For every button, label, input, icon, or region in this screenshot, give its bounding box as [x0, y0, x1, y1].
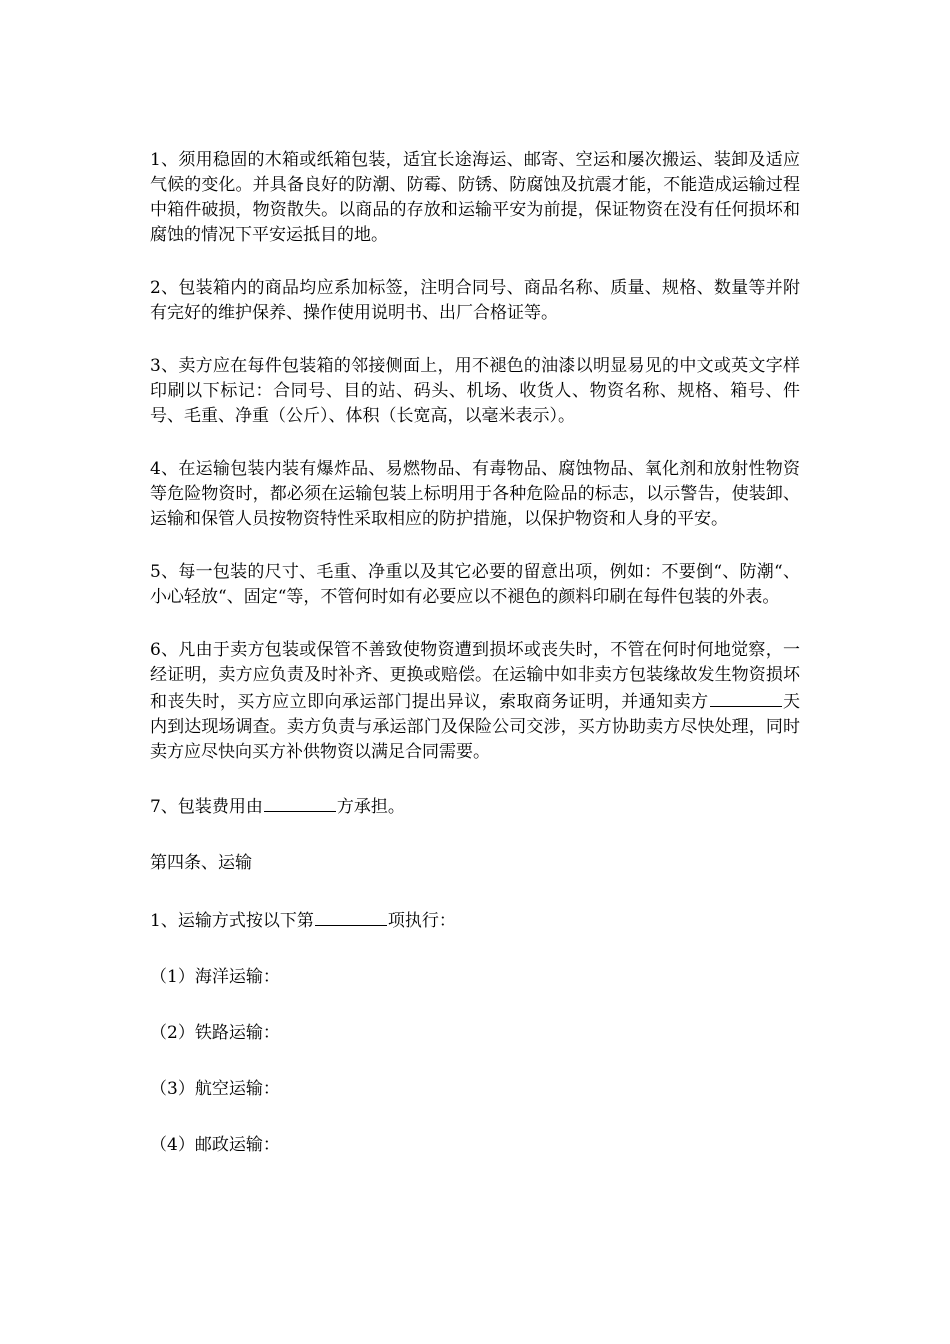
clause-paragraph-3: 3、卖方应在每件包装箱的邻接侧面上，用不褪色的油漆以明显易见的中文或英文字样印刷以下标记：合同号、目的站、码头、机场、收货人、物资名称、规格、箱号、件号、毛重、净重（公斤）、体积（长宽高，以毫米表示）。 [150, 356, 800, 426]
clause-paragraph-7 [150, 793, 800, 820]
option-rail: （2）铁路运输： [150, 1023, 280, 1043]
clause-7-text-after: 方承担。 [336, 797, 405, 817]
fill-blank-days [710, 688, 782, 707]
fill-blank-party [264, 793, 336, 812]
document-page [150, 148, 800, 1189]
clause-paragraph-6 [150, 638, 800, 765]
clause-paragraph-1: 1、须用稳固的木箱或纸箱包装，适宜长途海运、邮寄、空运和屡次搬运、装卸及适应气候的变化。并具备良好的防潮、防霉、防锈、防腐蚀及抗震才能，不能造成运输过程中箱件破损，物资散失。以商品的存放和运输平安为前提，保证物资在没有任何损坏和腐蚀的情况下平安运抵目的地。 [150, 150, 800, 245]
clause-paragraph-5: 5、每一包装的尺寸、毛重、净重以及其它必要的留意出项，例如：不要倒“、防潮“、小心轻放“、固定“等，不管何时如有必要应以不褪色的颜料印刷在每件包装的外表。 [150, 562, 800, 607]
clause-paragraph-4: 4、在运输包装内装有爆炸品、易燃物品、有毒物品、腐蚀物品、氧化剂和放射性物资等危险物资时，都必须在运输包装上标明用于各种危险品的标志，以示警告，使装卸、运输和保管人员按物资特性采取相应的防护措施，以保护物资和人身的平安。 [150, 459, 800, 529]
clause-6-text-before: 6、凡由于卖方包装或保管不善致使物资遭到损坏或丧失时，不管在何时何地觉察，一经证明，卖方应负责及时补齐、更换或赔偿。在运输中如非卖方包装缘故发生物资损坏和丧失时，买方应立即向承运部门提出异议，索取商务证明，并通知卖方 [150, 640, 800, 712]
fill-blank-item [315, 907, 387, 926]
clause-paragraph-2: 2、包装箱内的商品均应系加标签，注明合同号、商品名称、质量、规格、数量等并附有完好的维护保养、操作使用说明书、出厂合格证等。 [150, 278, 800, 323]
transport-text-before: 1、运输方式按以下第 [150, 911, 314, 931]
clause-7-text-before: 7、包装费用由 [150, 797, 263, 817]
option-ocean: （1）海洋运输： [150, 967, 280, 987]
option-postal: （4）邮政运输： [150, 1135, 280, 1155]
transport-text-after: 项执行： [387, 911, 456, 931]
option-air: （3）航空运输： [150, 1079, 280, 1099]
article-heading: 第四条、运输 [150, 853, 252, 873]
clause-6-text-after: 天内到达现场调查。卖方负责与承运部门及保险公司交涉，买方协助卖方尽快处理，同时卖方应尽快向买方补供物资以满足合同需要。 [150, 692, 801, 762]
transport-method-line [150, 907, 800, 934]
